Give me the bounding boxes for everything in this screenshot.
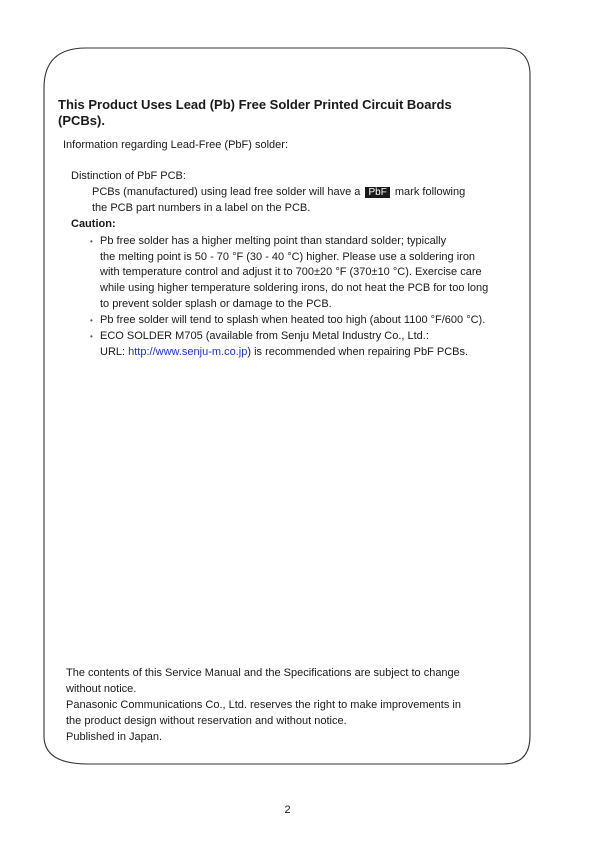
distinction-line-2: the PCB part numbers in a label on the PCB. [92,202,311,214]
url-label: URL: [100,346,129,358]
notice-line-3: Panasonic Communications Co., Ltd. reserves the right to make improvements in [66,699,461,711]
bullet-icon: • [90,237,93,246]
caution-item-3-line-2-after: ) is recommended when repairing PbF PCBs. [247,346,469,358]
caution-item-1-line-3: with temperature control and adjust it to 700±20 °F (370±10 °C). Exercise care [100,266,482,278]
notice-line-4: the product design without reservation and without notice. [66,715,347,727]
notice-line-1: The contents of this Service Manual and the Specifications are subject to change [66,667,460,679]
caution-item-1-line-2: the melting point is 50 - 70 °F (30 - 40 °C) higher. Please use a soldering iron [100,251,476,263]
senju-url-link[interactable]: http://www.senju-m.co.jp [128,346,248,358]
distinction-heading: Distinction of PbF PCB: [71,170,186,182]
caution-item-1-line-5: to prevent solder splash or damage to the PCB. [100,298,332,310]
caution-item-1-line-1: Pb free solder has a higher melting point than standard solder; typically [100,235,447,247]
distinction-line-1-after: mark following [394,186,466,198]
bullet-icon: • [90,316,93,325]
page-number: 2 [284,804,291,816]
intro-text: Information regarding Lead-Free (PbF) solder: [63,139,288,151]
caution-item-2: Pb free solder will tend to splash when heated too high (about 1100 °F/600 °C). [100,314,486,326]
page-title: This Product Uses Lead (Pb) Free Solder Printed Circuit Boards (PCBs). [58,97,452,128]
pbf-mark-badge: PbF [365,187,389,198]
caution-heading: Caution: [71,218,116,230]
caution-item-3-line-2 [100,346,468,359]
distinction-line-1 [92,186,465,199]
bullet-icon: • [90,332,93,341]
notice-line-2: without notice. [66,683,137,695]
caution-item-1-line-4: while using higher temperature soldering irons, do not heat the PCB for too long [100,282,489,294]
caution-item-3-line-1: ECO SOLDER M705 (available from Senju Metal Industry Co., Ltd.: [100,330,429,342]
distinction-line-1-before: PCBs (manufactured) using lead free solder will have a [92,186,361,198]
notice-line-5: Published in Japan. [66,731,163,743]
